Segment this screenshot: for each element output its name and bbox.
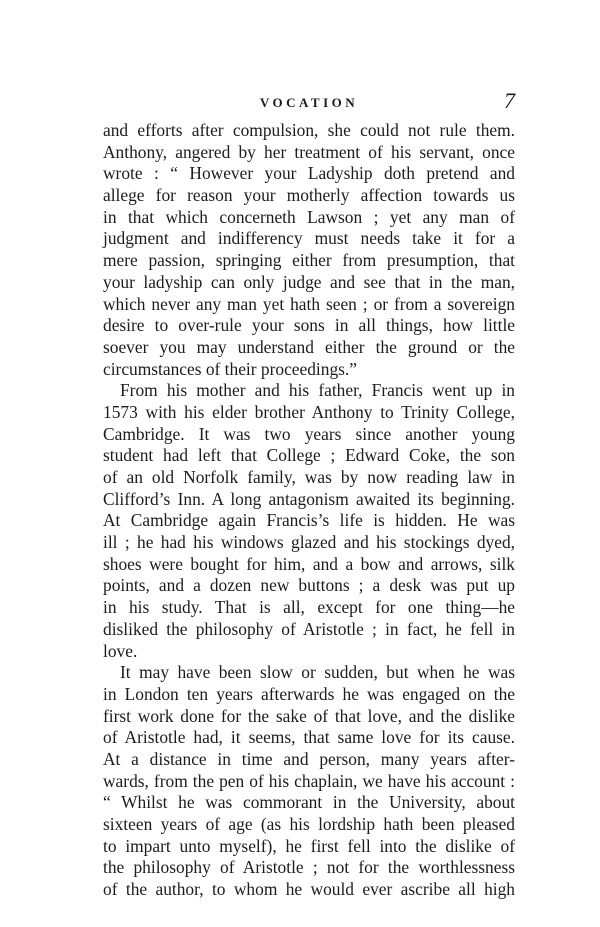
running-title: VOCATION	[259, 95, 359, 110]
text-line: Clifford’s Inn. A long antagonism awaited its beginning.	[103, 488, 515, 509]
text-line: the philosophy of Aristotle ; not for the worthlessness	[103, 857, 515, 878]
text-line: and efforts after compulsion, she could not rule them.	[103, 120, 515, 140]
text-line: your ladyship can only judge and see that in the man,	[103, 271, 515, 292]
text-line: ill ; he had his windows glazed and his stockings dyed,	[103, 532, 515, 553]
text-line: of an old Norfolk family, was by now reading law in	[103, 467, 515, 487]
text-line: sixteen years of age (as his lordship hath been pleased	[103, 814, 515, 834]
page-number: 7	[504, 88, 515, 113]
text-line: It may have been slow or sudden, but when he was	[120, 662, 515, 683]
text-line: desire to over-rule your sons in all things, how little	[103, 315, 515, 336]
text-line: 1573 with his elder brother Anthony to Trinity College,	[103, 401, 515, 422]
text-line: student had left that College ; Edward Coke, the son	[103, 445, 515, 466]
text-line: in London ten years afterwards he was engaged on the	[103, 683, 515, 704]
text-line: “ Whilst he was commorant in the University, about	[103, 792, 515, 813]
text-line: At a distance in time and person, many years after-	[103, 748, 515, 769]
text-line: in his study. That is all, except for one thing—he	[103, 597, 515, 618]
text-line: wrote : “ However your Ladyship doth pretend and	[103, 163, 515, 184]
text-line: which never any man yet hath seen ; or from a sovereign	[103, 293, 515, 314]
text-line: allege for reason your motherly affection towards us	[103, 185, 515, 206]
text-line: love.	[103, 640, 138, 661]
text-line: shoes were bought for him, and a bow and arrows, silk	[103, 553, 515, 574]
text-line: mere passion, springing either from presumption, that	[103, 250, 515, 271]
text-line: in that which concerneth Lawson ; yet any man of	[103, 206, 515, 227]
text-line: of Aristotle had, it seems, that same love for its cause.	[103, 727, 515, 748]
text-line: disliked the philosophy of Aristotle ; in fact, he fell in	[103, 618, 515, 639]
text-line: From his mother and his father, Francis went up in	[120, 380, 515, 401]
text-line: At Cambridge again Francis’s life is hidden. He was	[103, 510, 515, 531]
body-text	[103, 120, 515, 901]
text-line: circumstances of their proceedings.”	[103, 358, 357, 379]
text-line: points, and a dozen new buttons ; a desk was put up	[103, 575, 515, 596]
text-line: first work done for the sake of that love, and the dislike	[103, 705, 515, 726]
text-line: of the author, to whom he would ever ascribe all high	[103, 879, 515, 900]
text-line: soever you may understand either the ground or the	[103, 336, 515, 357]
text-line: to impart unto myself), he first fell into the dislike of	[103, 835, 515, 856]
text-line: wards, from the pen of his chaplain, we have his account :	[103, 770, 515, 791]
running-head	[103, 90, 515, 116]
text-line: Anthony, angered by her treatment of his servant, once	[103, 141, 515, 162]
text-line: Cambridge. It was two years since another young	[103, 423, 515, 444]
text-line: judgment and indifferency must needs take it for a	[103, 228, 515, 249]
